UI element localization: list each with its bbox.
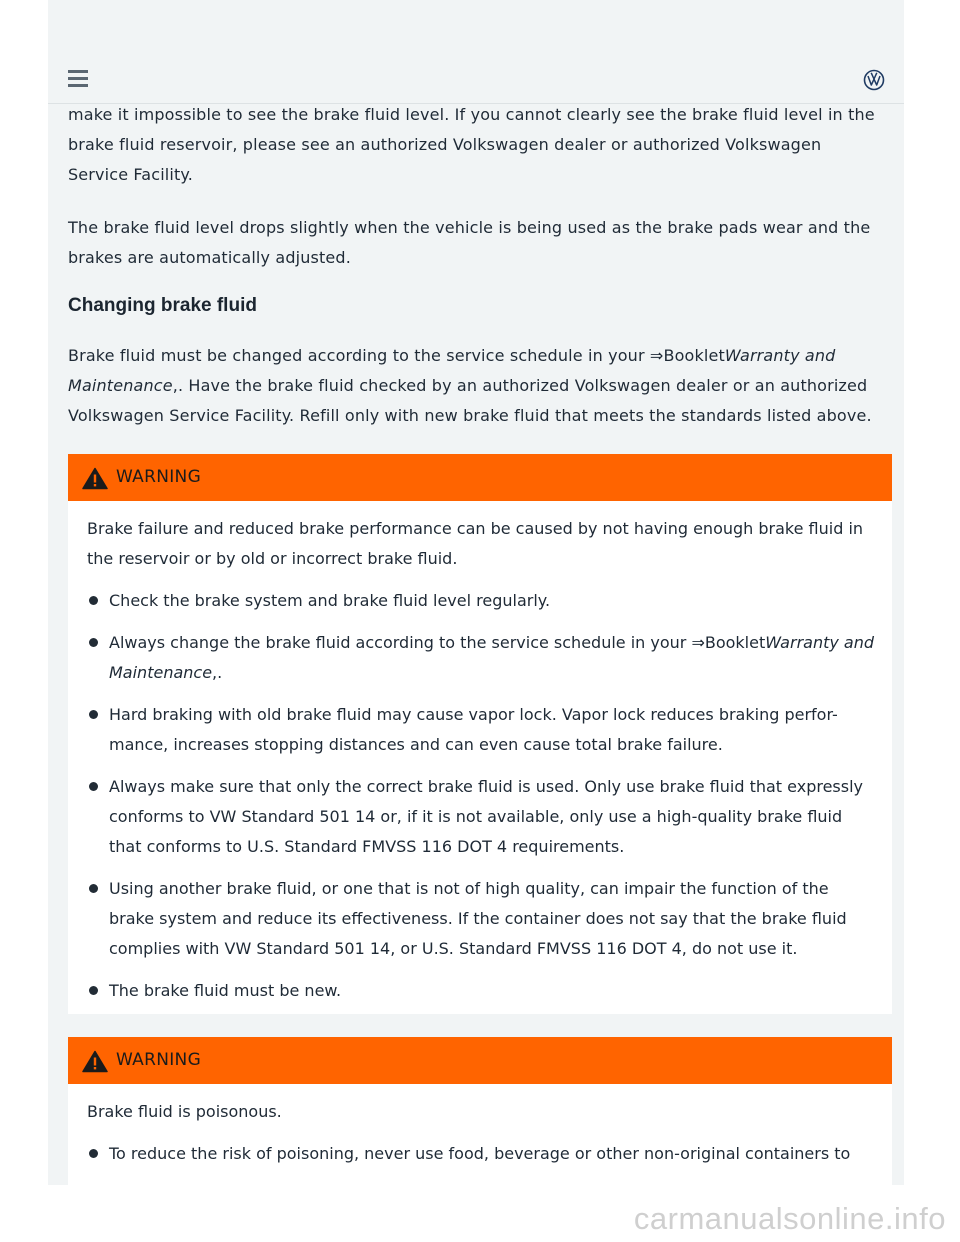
warning-triangle-icon xyxy=(82,467,108,490)
hamburger-menu-icon[interactable] xyxy=(68,70,88,88)
list-item: Always make sure that only the correct brake fluid is used. Only use brake fluid that expressly conforms to VW Standard 501 14 or, if it is not available, only use a high-quality brake fluid that conforms to U.S. Standard FMVSS 116 DOT 4 requirements. xyxy=(87,772,877,862)
list-item: Always change the brake fluid according to the service schedule in your ⇒BookletWarranty and Maintenance,. xyxy=(87,628,877,688)
list-item: To reduce the risk of poisoning, never use food, beverage or other non-original containers to xyxy=(87,1139,877,1169)
bullet-icon xyxy=(89,710,98,719)
paragraph-fluid-level-drop: The brake fluid level drops slightly when the vehicle is being used as the brake pads wear and the brakes are automatically adjusted. xyxy=(68,218,871,267)
bullet-icon xyxy=(89,1149,98,1158)
list-item: The brake fluid must be new. xyxy=(87,976,877,1006)
warning-list xyxy=(87,586,877,1006)
warning-header xyxy=(68,454,892,501)
bullet-icon xyxy=(89,596,98,605)
warning-box-poisonous xyxy=(68,1037,892,1185)
watermark: carmanualsonline.info xyxy=(633,1201,946,1236)
bullet-icon xyxy=(89,782,98,791)
booklet-title: Warranty and Maintenance xyxy=(109,633,875,682)
warning-list xyxy=(87,1139,877,1169)
manual-page xyxy=(48,0,904,1185)
bullet-icon xyxy=(89,884,98,893)
warning-box-brake-failure xyxy=(68,454,892,1014)
top-bar xyxy=(48,0,904,104)
warning-body xyxy=(87,1097,877,1181)
warning-intro: Brake failure and reduced brake performance can be caused by not having enough brake fluid in the reservoir or by old or incorrect brake fluid. xyxy=(87,519,864,568)
list-item: Check the brake system and brake fluid level regularly. xyxy=(87,586,877,616)
warning-header xyxy=(68,1037,892,1084)
warning-label: WARNING xyxy=(116,1050,202,1070)
warning-intro: Brake fluid is poisonous. xyxy=(87,1102,282,1121)
bullet-icon xyxy=(89,638,98,647)
booklet-title: Warranty and Maintenance xyxy=(68,346,836,395)
warning-label: WARNING xyxy=(116,467,202,487)
warning-triangle-icon xyxy=(82,1050,108,1073)
bullet-icon xyxy=(89,986,98,995)
list-item: Hard braking with old brake fluid may cause vapor lock. Vapor lock reduces braking perfor-mance, increases stopping distances and can even cause total brake failure. xyxy=(87,700,877,760)
section-heading: Changing brake fluid xyxy=(68,295,257,316)
vw-logo-icon[interactable] xyxy=(863,69,885,91)
list-item: Using another brake fluid, or one that is not of high quality, can impair the function of the brake system and reduce its effectiveness. If the container does not say that the brake fluid complies with VW Standard 501 14, or U.S. Standard FMVSS 116 DOT 4, do not use it. xyxy=(87,874,877,964)
warning-body xyxy=(87,514,877,1018)
paragraph-changing-brake-fluid: Brake fluid must be changed according to the service schedule in your ⇒BookletWarranty and Maintenance,. Have the brake fluid checked by an authorized Volkswagen dealer or an authorized Volkswagen Service Facility. Refill only with new brake fluid that meets the standards listed above. xyxy=(68,346,872,425)
paragraph-brake-fluid-visibility: make it impossible to see the brake fluid level. If you cannot clearly see the brake fluid level in the brake fluid reservoir, please see an authorized Volkswagen dealer or authorized Volkswagen Service Facility. xyxy=(68,105,875,184)
